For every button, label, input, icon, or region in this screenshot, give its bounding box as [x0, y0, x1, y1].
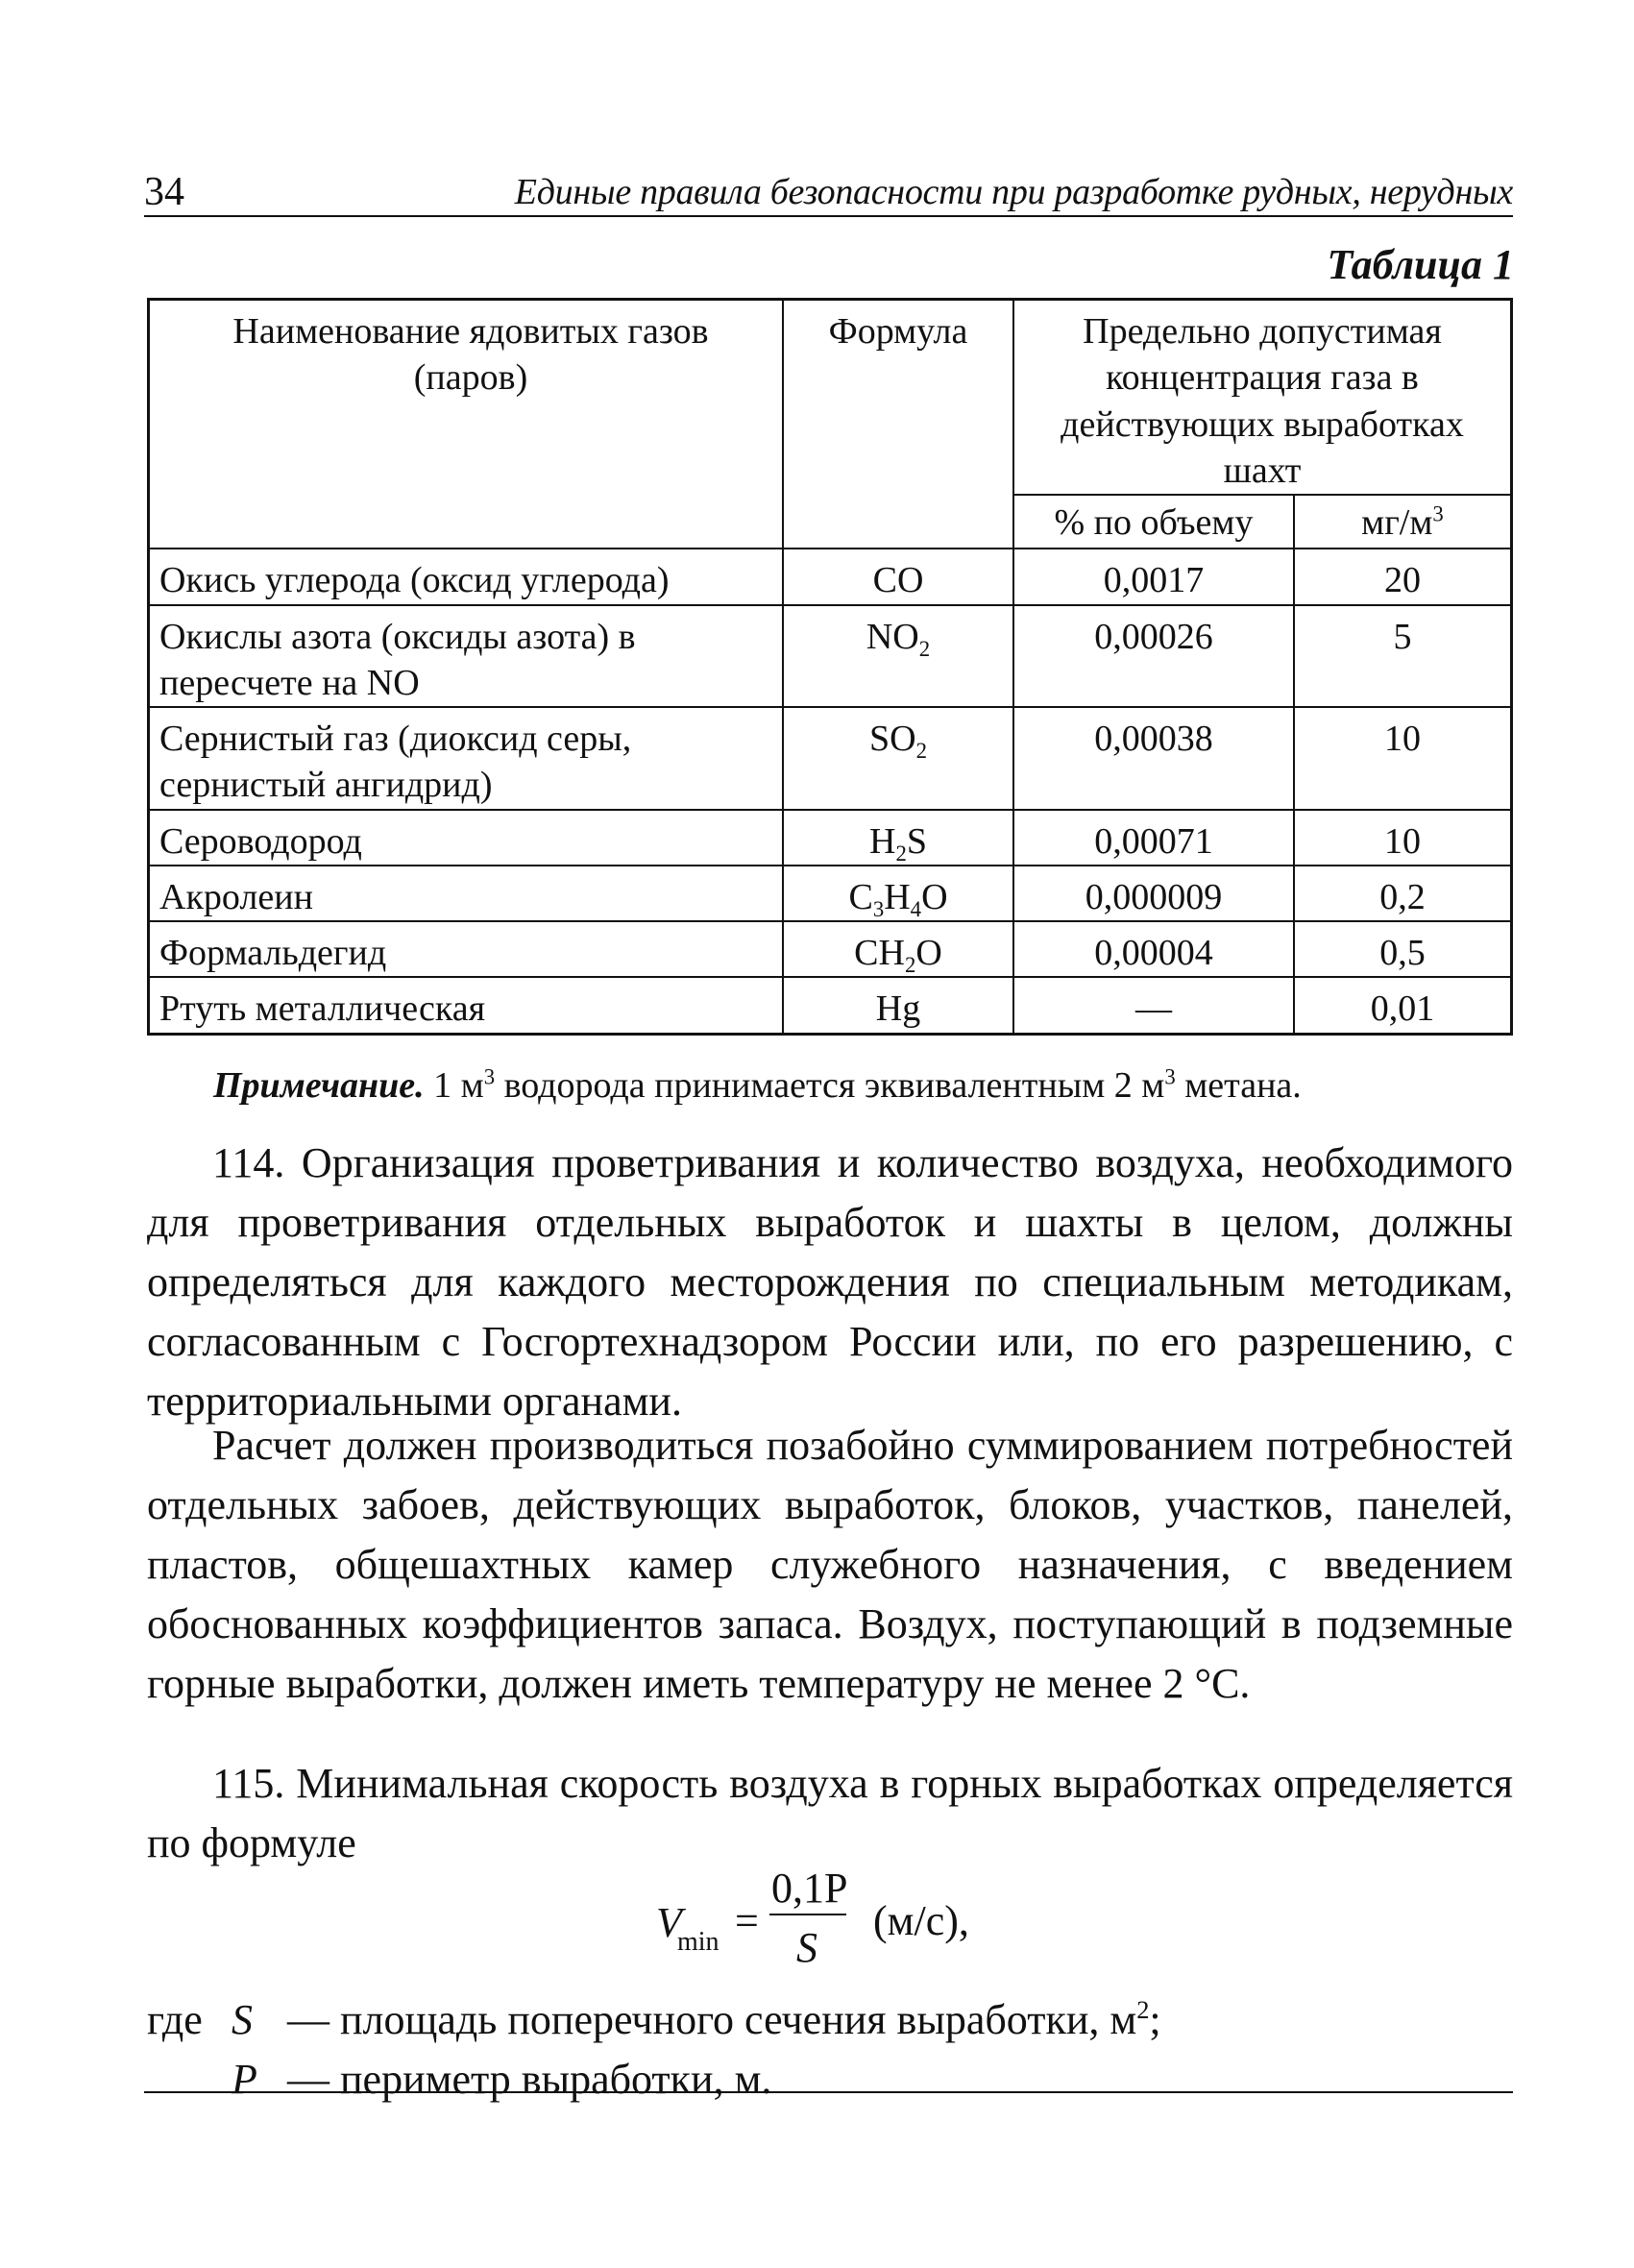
header-mg-sup: 3: [1432, 501, 1444, 526]
formula-part: O: [915, 933, 942, 973]
formula-part: SO: [869, 719, 916, 759]
formula-part: C: [848, 876, 873, 917]
table-row: [149, 549, 1512, 604]
paragraph-calculation: [147, 1416, 1513, 1714]
mg-value: 5: [1294, 605, 1512, 708]
gas-formula: [783, 921, 1013, 977]
table-caption: Таблица 1: [1327, 241, 1514, 288]
header-formula: Формула: [783, 300, 1013, 549]
note-sup-2: 3: [1164, 1064, 1176, 1089]
formula-part: CH: [854, 933, 905, 973]
definition-s-symbol: S: [232, 1996, 253, 2043]
formula-subscript: 4: [910, 896, 922, 921]
paragraph-calculation-text: Расчет должен производиться позабойно суммированием потребностей отдельных забоев, действующих выработок, блоков, участков, панелей, пластов, общешахтных камер служебного назначения, с введением обоснованных коэффициентов запаса. Воздух, поступающий в подземные горные выработки, должен иметь температуру не менее 2 °С.: [147, 1422, 1513, 1707]
mg-value: 10: [1294, 810, 1512, 866]
gas-name: Акролеин: [149, 866, 784, 921]
definition-lead: где: [147, 1996, 203, 2043]
gas-name: Формальдегид: [149, 921, 784, 977]
definition-p: [147, 2050, 1161, 2109]
fraction-bar: [769, 1914, 846, 1915]
gas-name: Ртуть металлическая: [149, 977, 784, 1034]
formula-subscript: 2: [918, 636, 931, 661]
running-title: Единые правила безопасности при разработке рудных, нерудных: [514, 172, 1513, 212]
definition-s-text: — площадь поперечного сечения выработки, м: [287, 1996, 1137, 2043]
formula-subscript: 3: [872, 896, 885, 921]
gas-formula: [783, 707, 1013, 810]
table-row: [149, 810, 1512, 866]
table-row: [149, 866, 1512, 921]
formula-subscript: 2: [915, 738, 927, 763]
percent-value: 0,00026: [1013, 605, 1294, 708]
formula-v-subscript: min: [677, 1927, 719, 1957]
header-name: Наименование ядовитых газов (паров): [149, 300, 784, 549]
mg-value: 10: [1294, 707, 1512, 810]
formula-denominator: S: [796, 1924, 817, 1971]
paragraph-115: [147, 1754, 1513, 1873]
header-mg: [1294, 495, 1512, 549]
header-percent: % по объему: [1013, 495, 1294, 549]
gas-formula: [783, 977, 1013, 1034]
note-label: Примечание.: [213, 1065, 425, 1106]
formula-part: H: [884, 876, 911, 917]
formula-subscript: 2: [895, 841, 907, 866]
percent-value: 0,00071: [1013, 810, 1294, 866]
gas-name: Сероводород: [149, 810, 784, 866]
formula-part: CO: [872, 560, 924, 601]
gas-formula: [783, 810, 1013, 866]
note-text-1: 1 м: [424, 1065, 484, 1106]
page-header: [144, 165, 1513, 217]
definition-s: [147, 1990, 1161, 2050]
formula-v: V: [656, 1899, 682, 1946]
note-text-3: метана.: [1175, 1065, 1302, 1106]
definition-p-text: — периметр выработки, м.: [287, 2056, 772, 2103]
paragraph-115-text: 115. Минимальная скорость воздуха в горных выработках определяется по формуле: [147, 1760, 1513, 1866]
note-text-2: водорода принимается эквивалентным 2 м: [495, 1065, 1165, 1106]
gas-formula: [783, 549, 1013, 604]
table-header-row: [149, 300, 1512, 496]
mg-value: 0,01: [1294, 977, 1512, 1034]
mg-value: 0,2: [1294, 866, 1512, 921]
gas-name: Окислы азота (оксиды азота) в пересчете на NO: [149, 605, 784, 708]
formula-part: O: [921, 876, 948, 917]
mg-value: 0,5: [1294, 921, 1512, 977]
gas-name: Окись углерода (оксид углерода): [149, 549, 784, 604]
formula-part: Hg: [875, 988, 921, 1030]
definition-s-sup: 2: [1136, 1995, 1150, 2025]
paragraph-114-text: 114. Организация проветривания и количество воздуха, необходимого для проветривания отдельных выработок и шахты в целом, должны определяться для каждого месторождения по специальным методикам, согласованным с Госгортехнадзором России или, по его разрешению, с территориальными органами.: [147, 1139, 1513, 1425]
formula-part: S: [906, 820, 927, 862]
percent-value: 0,0017: [1013, 549, 1294, 604]
table-row: [149, 605, 1512, 708]
page-number: 34: [144, 170, 184, 214]
percent-value: —: [1013, 977, 1294, 1034]
percent-value: 0,00038: [1013, 707, 1294, 810]
formula-part: NO: [866, 616, 919, 657]
header-mg-unit: мг/м: [1361, 502, 1433, 543]
header-limit: Предельно допустимая концентрация газа в действующих выработках шахт: [1013, 300, 1512, 496]
formula-unit: (м/с),: [873, 1897, 969, 1944]
velocity-formula: [656, 1864, 1040, 1979]
percent-value: 0,000009: [1013, 866, 1294, 921]
note-sup-1: 3: [483, 1064, 496, 1089]
toxic-gases-table: [147, 298, 1513, 1036]
formula-subscript: 2: [904, 952, 916, 977]
table-row: [149, 977, 1512, 1034]
footer-rule: [144, 2091, 1513, 2093]
paragraph-114: [147, 1134, 1513, 1431]
definition-s-end: ;: [1149, 1996, 1161, 2043]
formula-equals: =: [735, 1897, 759, 1944]
percent-value: 0,00004: [1013, 921, 1294, 977]
table-row: [149, 921, 1512, 977]
gas-formula: [783, 605, 1013, 708]
table-row: [149, 707, 1512, 810]
definition-p-symbol: P: [232, 2056, 257, 2103]
gas-formula: [783, 866, 1013, 921]
formula-part: H: [869, 820, 896, 862]
mg-value: 20: [1294, 549, 1512, 604]
gas-name: Сернистый газ (диоксид серы, сернистый ангидрид): [149, 707, 784, 810]
table-note: [213, 1064, 1302, 1107]
formula-numerator: 0,1P: [771, 1865, 848, 1912]
